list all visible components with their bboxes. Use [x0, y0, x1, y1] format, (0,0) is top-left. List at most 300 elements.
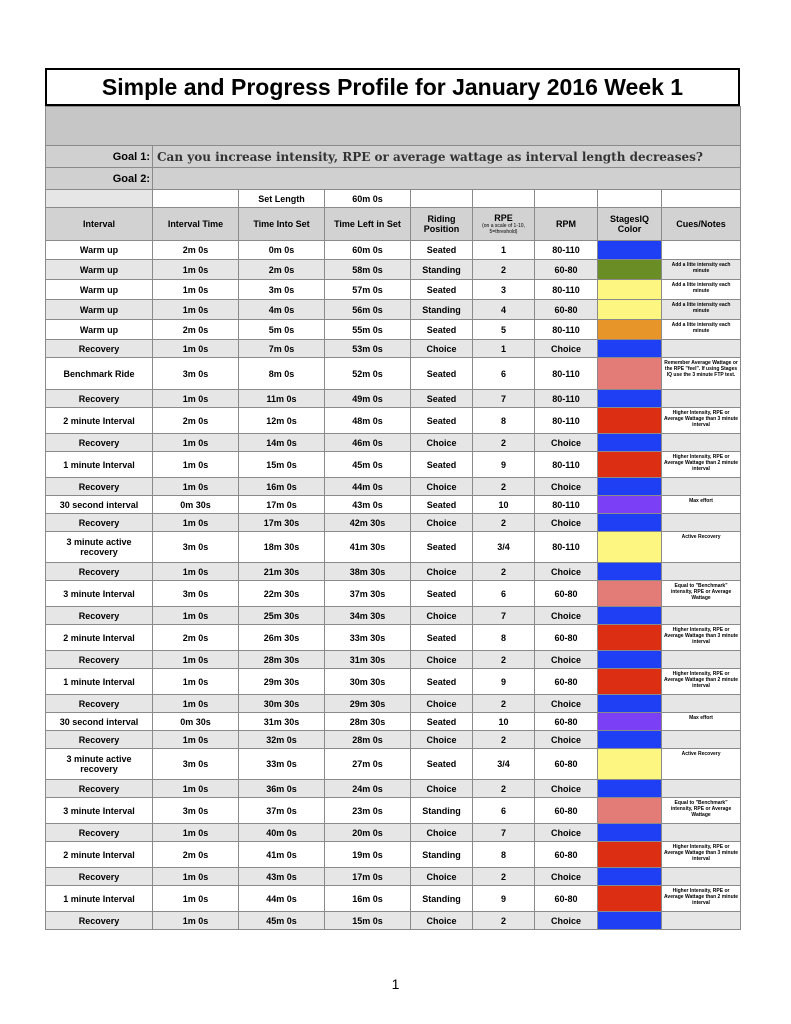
profile-table	[45, 106, 741, 930]
cell-rpe: 6	[473, 358, 535, 390]
cell-rpm: Choice	[535, 868, 598, 886]
set-length-row	[46, 190, 741, 208]
cell-time-left: 52m 0s	[325, 358, 411, 390]
cell-time-left: 45m 0s	[325, 452, 411, 478]
table-row	[46, 408, 741, 434]
cell-time-left: 42m 30s	[325, 514, 411, 532]
stagesiq-color-swatch	[598, 868, 662, 886]
cell-riding-position: Choice	[411, 563, 473, 581]
table-row	[46, 241, 741, 260]
table-row	[46, 260, 741, 280]
stagesiq-color-swatch	[598, 824, 662, 842]
cell-interval-time: 1m 0s	[153, 669, 239, 695]
goal-2-label: Goal 2:	[46, 168, 153, 190]
cell-rpm: 80-110	[535, 390, 598, 408]
stagesiq-color-swatch	[598, 842, 662, 868]
cell-time-left: 23m 0s	[325, 798, 411, 824]
page-title: Simple and Progress Profile for January 2016 Week 1	[45, 68, 740, 106]
cell-cues-notes	[662, 695, 741, 713]
stagesiq-color-swatch	[598, 749, 662, 780]
cell-interval: Benchmark Ride	[46, 358, 153, 390]
cell-rpm: 80-110	[535, 280, 598, 300]
cell-interval-time: 2m 0s	[153, 241, 239, 260]
table-row	[46, 651, 741, 669]
cell-riding-position: Choice	[411, 340, 473, 358]
table-row	[46, 581, 741, 607]
cell-time-into-set: 44m 0s	[239, 886, 325, 912]
col-rpe	[473, 208, 535, 241]
cell-interval-time: 2m 0s	[153, 320, 239, 340]
table-row	[46, 320, 741, 340]
cell-time-into-set: 14m 0s	[239, 434, 325, 452]
cell-time-into-set: 7m 0s	[239, 340, 325, 358]
cell-cues-notes	[662, 824, 741, 842]
col-interval: Interval	[46, 208, 153, 241]
table-row	[46, 912, 741, 930]
cell-interval: Warm up	[46, 320, 153, 340]
cell-interval: Recovery	[46, 731, 153, 749]
cell-cues-notes: Higher Intensity, RPE or Average Wattage than 3 minute interval	[662, 842, 741, 868]
col-interval-time: Interval Time	[153, 208, 239, 241]
cell-interval: Warm up	[46, 241, 153, 260]
cell-rpe: 2	[473, 563, 535, 581]
cell-interval: Recovery	[46, 912, 153, 930]
cell-cues-notes: Active Recovery	[662, 532, 741, 563]
cell-rpe: 9	[473, 452, 535, 478]
cell-rpe: 6	[473, 581, 535, 607]
col-rpm: RPM	[535, 208, 598, 241]
cell-riding-position: Standing	[411, 886, 473, 912]
column-header-row	[46, 208, 741, 241]
cell-time-left: 33m 30s	[325, 625, 411, 651]
cell-time-into-set: 12m 0s	[239, 408, 325, 434]
table-row	[46, 280, 741, 300]
cell-time-into-set: 28m 30s	[239, 651, 325, 669]
cell-interval: Warm up	[46, 280, 153, 300]
table-row	[46, 358, 741, 390]
cell-time-into-set: 17m 30s	[239, 514, 325, 532]
cell-interval-time: 0m 30s	[153, 713, 239, 731]
cell-interval: 1 minute Interval	[46, 452, 153, 478]
cell-time-left: 15m 0s	[325, 912, 411, 930]
stagesiq-color-swatch	[598, 434, 662, 452]
cell-time-left: 24m 0s	[325, 780, 411, 798]
cell-rpe: 7	[473, 390, 535, 408]
cell-rpm: 60-80	[535, 798, 598, 824]
cell-interval-time: 3m 0s	[153, 749, 239, 780]
stagesiq-color-swatch	[598, 607, 662, 625]
cell-rpm: 60-80	[535, 260, 598, 280]
cell-interval-time: 3m 0s	[153, 581, 239, 607]
cell-time-left: 20m 0s	[325, 824, 411, 842]
cell-time-into-set: 26m 30s	[239, 625, 325, 651]
cell-rpm: 80-110	[535, 532, 598, 563]
stagesiq-color-swatch	[598, 625, 662, 651]
stagesiq-color-swatch	[598, 320, 662, 340]
table-row	[46, 713, 741, 731]
cell-rpe: 2	[473, 434, 535, 452]
cell-cues-notes	[662, 651, 741, 669]
cell-time-left: 55m 0s	[325, 320, 411, 340]
cell-riding-position: Standing	[411, 300, 473, 320]
cell-riding-position: Standing	[411, 260, 473, 280]
cell-cues-notes	[662, 241, 741, 260]
cell-interval: 2 minute Interval	[46, 408, 153, 434]
cell-interval-time: 3m 0s	[153, 798, 239, 824]
cell-interval-time: 2m 0s	[153, 408, 239, 434]
stagesiq-color-swatch	[598, 478, 662, 496]
cell-time-into-set: 11m 0s	[239, 390, 325, 408]
goal-1-row	[46, 146, 741, 168]
cell-interval: Recovery	[46, 390, 153, 408]
cell-rpm: Choice	[535, 824, 598, 842]
cell-time-left: 43m 0s	[325, 496, 411, 514]
cell-cues-notes: Higher Intensity, RPE or Average Wattage than 3 minute interval	[662, 408, 741, 434]
cell-time-into-set: 33m 0s	[239, 749, 325, 780]
cell-cues-notes	[662, 912, 741, 930]
table-row	[46, 532, 741, 563]
table-row	[46, 669, 741, 695]
cell-interval: 30 second interval	[46, 496, 153, 514]
stagesiq-color-swatch	[598, 241, 662, 260]
cell-rpm: 80-110	[535, 408, 598, 434]
cell-riding-position: Standing	[411, 798, 473, 824]
cell-rpm: 80-110	[535, 320, 598, 340]
cell-riding-position: Seated	[411, 496, 473, 514]
cell-interval: Recovery	[46, 868, 153, 886]
cell-interval: 3 minute Interval	[46, 798, 153, 824]
cell-rpe: 2	[473, 731, 535, 749]
cell-cues-notes: Equal to "Benchmark" intensity, RPE or Average Wattage	[662, 581, 741, 607]
profile-sheet	[45, 68, 740, 930]
cell-cues-notes	[662, 478, 741, 496]
table-row	[46, 731, 741, 749]
cell-rpm: Choice	[535, 434, 598, 452]
stagesiq-color-swatch	[598, 514, 662, 532]
cell-interval: 30 second interval	[46, 713, 153, 731]
cell-time-into-set: 15m 0s	[239, 452, 325, 478]
cell-time-into-set: 8m 0s	[239, 358, 325, 390]
stagesiq-color-swatch	[598, 408, 662, 434]
cell-rpm: 60-80	[535, 713, 598, 731]
stagesiq-color-swatch	[598, 713, 662, 731]
cell-interval: 3 minute active recovery	[46, 532, 153, 563]
cell-interval: Recovery	[46, 563, 153, 581]
table-row	[46, 780, 741, 798]
cell-rpe: 8	[473, 842, 535, 868]
cell-time-left: 19m 0s	[325, 842, 411, 868]
cell-riding-position: Seated	[411, 581, 473, 607]
stagesiq-color-swatch	[598, 390, 662, 408]
cell-interval-time: 2m 0s	[153, 842, 239, 868]
cell-cues-notes	[662, 780, 741, 798]
cell-time-left: 48m 0s	[325, 408, 411, 434]
cell-rpe: 3	[473, 280, 535, 300]
cell-cues-notes	[662, 434, 741, 452]
cell-time-left: 28m 30s	[325, 713, 411, 731]
col-riding-position: Riding Position	[411, 208, 473, 241]
cell-interval: Recovery	[46, 780, 153, 798]
table-row	[46, 842, 741, 868]
stagesiq-color-swatch	[598, 581, 662, 607]
cell-cues-notes: Add a litte intensity each minute	[662, 280, 741, 300]
cell-interval-time: 1m 0s	[153, 340, 239, 358]
cell-rpe: 10	[473, 713, 535, 731]
cell-time-left: 41m 30s	[325, 532, 411, 563]
goal-2-row	[46, 168, 741, 190]
cell-rpm: 80-110	[535, 452, 598, 478]
cell-interval-time: 1m 0s	[153, 478, 239, 496]
cell-interval: Recovery	[46, 434, 153, 452]
cell-time-into-set: 2m 0s	[239, 260, 325, 280]
cell-time-into-set: 36m 0s	[239, 780, 325, 798]
cell-time-into-set: 31m 30s	[239, 713, 325, 731]
cell-rpm: 60-80	[535, 749, 598, 780]
cell-cues-notes	[662, 607, 741, 625]
cell-interval: Warm up	[46, 260, 153, 280]
table-row	[46, 798, 741, 824]
cell-rpm: Choice	[535, 695, 598, 713]
cell-rpe: 9	[473, 886, 535, 912]
cell-cues-notes: Max effort	[662, 496, 741, 514]
cell-riding-position: Choice	[411, 695, 473, 713]
cell-interval-time: 1m 0s	[153, 868, 239, 886]
cell-interval: 3 minute Interval	[46, 581, 153, 607]
cell-rpe: 8	[473, 408, 535, 434]
cell-riding-position: Seated	[411, 669, 473, 695]
cell-riding-position: Choice	[411, 824, 473, 842]
cell-time-left: 53m 0s	[325, 340, 411, 358]
stagesiq-color-swatch	[598, 731, 662, 749]
cell-rpe: 4	[473, 300, 535, 320]
cell-time-into-set: 16m 0s	[239, 478, 325, 496]
cell-time-into-set: 3m 0s	[239, 280, 325, 300]
stagesiq-color-swatch	[598, 452, 662, 478]
stagesiq-color-swatch	[598, 695, 662, 713]
cell-interval-time: 1m 0s	[153, 514, 239, 532]
col-time-left: Time Left in Set	[325, 208, 411, 241]
cell-rpe: 2	[473, 260, 535, 280]
cell-rpe: 2	[473, 912, 535, 930]
cell-time-into-set: 17m 0s	[239, 496, 325, 514]
cell-riding-position: Seated	[411, 713, 473, 731]
cell-cues-notes: Add a litte intensity each minute	[662, 300, 741, 320]
cell-time-into-set: 29m 30s	[239, 669, 325, 695]
stagesiq-color-swatch	[598, 798, 662, 824]
cell-cues-notes: Remember Average Wattage or the RPE "feel". If using Stages IQ use the 3 minute FTP test.	[662, 358, 741, 390]
table-row	[46, 886, 741, 912]
cell-interval-time: 3m 0s	[153, 358, 239, 390]
stagesiq-color-swatch	[598, 563, 662, 581]
stagesiq-color-swatch	[598, 780, 662, 798]
cell-rpm: 80-110	[535, 241, 598, 260]
cell-interval-time: 1m 0s	[153, 280, 239, 300]
cell-cues-notes: Equal to "Benchmark" intensity, RPE or Average Wattage	[662, 798, 741, 824]
cell-time-left: 49m 0s	[325, 390, 411, 408]
cell-rpe: 8	[473, 625, 535, 651]
cell-interval: 2 minute Interval	[46, 625, 153, 651]
cell-riding-position: Choice	[411, 731, 473, 749]
cell-time-into-set: 18m 30s	[239, 532, 325, 563]
banner-row	[46, 107, 741, 146]
table-row	[46, 625, 741, 651]
cell-rpe: 10	[473, 496, 535, 514]
cell-riding-position: Seated	[411, 452, 473, 478]
cell-rpm: 60-80	[535, 886, 598, 912]
stagesiq-color-swatch	[598, 886, 662, 912]
set-length-value: 60m 0s	[325, 190, 411, 208]
cell-rpe: 2	[473, 780, 535, 798]
cell-rpm: 60-80	[535, 625, 598, 651]
cell-interval-time: 1m 0s	[153, 434, 239, 452]
cell-riding-position: Choice	[411, 651, 473, 669]
cell-rpm: Choice	[535, 514, 598, 532]
col-rpe-label: RPE	[494, 213, 513, 223]
cell-time-left: 34m 30s	[325, 607, 411, 625]
table-row	[46, 434, 741, 452]
cell-rpm: 60-80	[535, 669, 598, 695]
cell-cues-notes	[662, 340, 741, 358]
cell-time-into-set: 41m 0s	[239, 842, 325, 868]
cell-rpe: 1	[473, 340, 535, 358]
table-row	[46, 340, 741, 358]
table-row	[46, 563, 741, 581]
table-row	[46, 824, 741, 842]
cell-riding-position: Choice	[411, 780, 473, 798]
cell-rpm: Choice	[535, 340, 598, 358]
cell-rpm: 60-80	[535, 300, 598, 320]
cell-time-into-set: 22m 30s	[239, 581, 325, 607]
cell-time-left: 16m 0s	[325, 886, 411, 912]
cell-interval-time: 1m 0s	[153, 780, 239, 798]
cell-rpm: Choice	[535, 912, 598, 930]
cell-interval: 3 minute active recovery	[46, 749, 153, 780]
cell-interval: Recovery	[46, 651, 153, 669]
cell-interval: Recovery	[46, 514, 153, 532]
cell-cues-notes: Max effort	[662, 713, 741, 731]
cell-rpm: Choice	[535, 478, 598, 496]
table-row	[46, 496, 741, 514]
cell-cues-notes	[662, 563, 741, 581]
cell-riding-position: Seated	[411, 320, 473, 340]
cell-cues-notes: Higher Intensity, RPE or Average Wattage than 2 minute interval	[662, 669, 741, 695]
cell-cues-notes: Active Recovery	[662, 749, 741, 780]
cell-time-left: 44m 0s	[325, 478, 411, 496]
cell-riding-position: Seated	[411, 749, 473, 780]
cell-rpm: 80-110	[535, 358, 598, 390]
cell-riding-position: Seated	[411, 625, 473, 651]
table-row	[46, 452, 741, 478]
stagesiq-color-swatch	[598, 496, 662, 514]
cell-riding-position: Seated	[411, 532, 473, 563]
cell-rpm: Choice	[535, 607, 598, 625]
cell-time-left: 30m 30s	[325, 669, 411, 695]
cell-rpe: 7	[473, 607, 535, 625]
cell-time-into-set: 45m 0s	[239, 912, 325, 930]
col-rpe-note-2: 5=threshold)	[489, 229, 518, 235]
cell-rpm: Choice	[535, 563, 598, 581]
cell-rpe: 6	[473, 798, 535, 824]
cell-interval: Warm up	[46, 300, 153, 320]
cell-cues-notes: Add a litte intensity each minute	[662, 320, 741, 340]
cell-time-left: 38m 30s	[325, 563, 411, 581]
cell-time-left: 37m 30s	[325, 581, 411, 607]
table-row	[46, 749, 741, 780]
cell-time-into-set: 43m 0s	[239, 868, 325, 886]
cell-time-left: 29m 30s	[325, 695, 411, 713]
cell-cues-notes	[662, 390, 741, 408]
cell-time-left: 58m 0s	[325, 260, 411, 280]
cell-rpm: 60-80	[535, 842, 598, 868]
table-row	[46, 300, 741, 320]
cell-rpm: Choice	[535, 651, 598, 669]
cell-interval: 1 minute Interval	[46, 669, 153, 695]
cell-interval: 1 minute Interval	[46, 886, 153, 912]
cell-riding-position: Choice	[411, 912, 473, 930]
table-row	[46, 390, 741, 408]
stagesiq-color-swatch	[598, 280, 662, 300]
cell-interval-time: 3m 0s	[153, 532, 239, 563]
cell-time-left: 46m 0s	[325, 434, 411, 452]
cell-cues-notes: Higher Intensity, RPE or Average Wattage than 2 minute interval	[662, 886, 741, 912]
cell-interval: Recovery	[46, 607, 153, 625]
cell-rpe: 2	[473, 695, 535, 713]
cell-cues-notes	[662, 868, 741, 886]
cell-time-into-set: 0m 0s	[239, 241, 325, 260]
cell-rpe: 2	[473, 478, 535, 496]
cell-interval-time: 1m 0s	[153, 695, 239, 713]
cell-riding-position: Choice	[411, 514, 473, 532]
cell-rpe: 3/4	[473, 532, 535, 563]
stagesiq-color-swatch	[598, 260, 662, 280]
col-cues-notes: Cues/Notes	[662, 208, 741, 241]
cell-interval-time: 1m 0s	[153, 912, 239, 930]
cell-rpe: 3/4	[473, 749, 535, 780]
cell-time-into-set: 37m 0s	[239, 798, 325, 824]
cell-time-into-set: 40m 0s	[239, 824, 325, 842]
stagesiq-color-swatch	[598, 300, 662, 320]
cell-riding-position: Seated	[411, 408, 473, 434]
cell-interval-time: 0m 30s	[153, 496, 239, 514]
cell-time-left: 57m 0s	[325, 280, 411, 300]
cell-cues-notes: Add a litte intensity each minute	[662, 260, 741, 280]
cell-interval: Recovery	[46, 824, 153, 842]
cell-rpm: 60-80	[535, 581, 598, 607]
cell-interval-time: 2m 0s	[153, 625, 239, 651]
table-row	[46, 868, 741, 886]
cell-riding-position: Seated	[411, 241, 473, 260]
table-row	[46, 514, 741, 532]
cell-time-left: 17m 0s	[325, 868, 411, 886]
cell-time-into-set: 4m 0s	[239, 300, 325, 320]
cell-interval: Recovery	[46, 695, 153, 713]
stagesiq-color-swatch	[598, 532, 662, 563]
cell-interval: Recovery	[46, 478, 153, 496]
stagesiq-color-swatch	[598, 651, 662, 669]
cell-riding-position: Choice	[411, 868, 473, 886]
cell-time-into-set: 30m 30s	[239, 695, 325, 713]
stagesiq-color-swatch	[598, 669, 662, 695]
cell-rpe: 7	[473, 824, 535, 842]
stagesiq-color-swatch	[598, 912, 662, 930]
cell-riding-position: Choice	[411, 607, 473, 625]
goal-1-label: Goal 1:	[46, 146, 153, 168]
col-time-into-set: Time Into Set	[239, 208, 325, 241]
col-rpe-note-1: (on a scale of 1-10,	[482, 223, 525, 229]
cell-riding-position: Seated	[411, 390, 473, 408]
cell-rpe: 2	[473, 868, 535, 886]
cell-interval-time: 1m 0s	[153, 563, 239, 581]
